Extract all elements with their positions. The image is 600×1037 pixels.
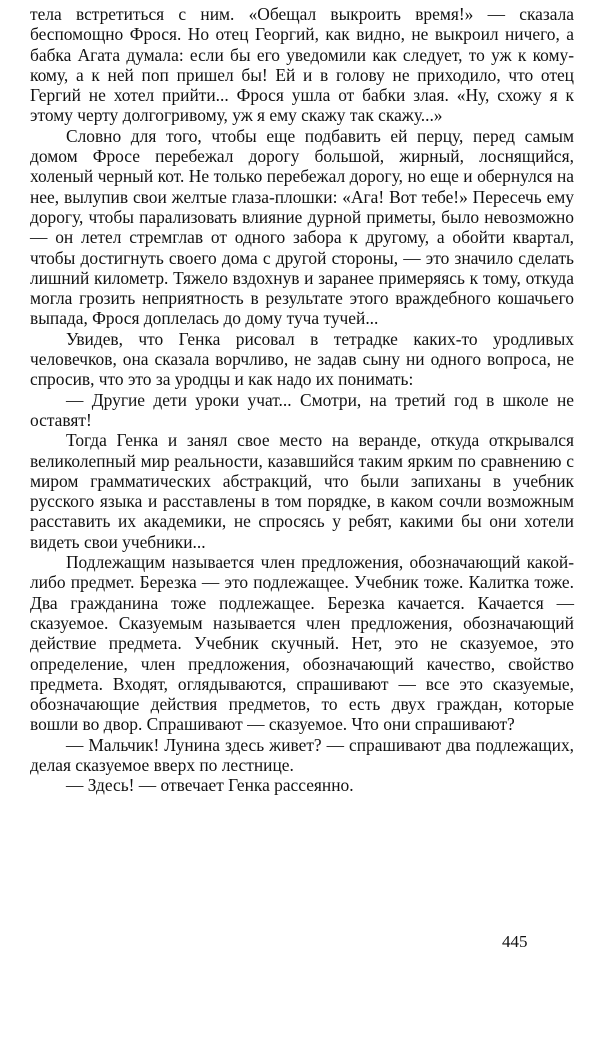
paragraph-4: — Другие дети уроки учат... Смотри, на третий год в школе не оставят! bbox=[30, 389, 574, 430]
page-text bbox=[30, 4, 574, 796]
paragraph-5: Тогда Генка и занял свое место на веранде, откуда открывался великолепный мир реальности, казавшийся таким ярким по сравнению с миром грамматических абстракций, что были запиханы в учебник русского языка и расставлены в том порядке, в каком сочли возможным расставить их академики, не спросясь у ребят, какими бы они хотели видеть свои учебники... bbox=[30, 430, 574, 552]
paragraph-6: Подлежащим называется член предложения, обозначающий какой-либо предмет. Березка — это подлежащее. Учебник тоже. Калитка тоже. Два гражданина тоже подлежащее. Березка качается. Качается — сказуемое. Сказуемым называется член предложения, обозначающий действие предмета. Учебник скучный. Нет, это не сказуемое, это определение, член предложения, обозначающий качество, свойство предмета. Входят, оглядываются, спрашивают — все это сказуемые, обозначающие действия предметов, то есть двух граждан, которые вошли во двор. Спрашивают — сказуемое. Что они спрашивают? bbox=[30, 552, 574, 735]
paragraph-1: тела встретиться с ним. «Обещал выкроить время!» — сказала беспомощно Фрося. Но отец Георгий, как видно, не выкроил ничего, а бабка Агата думала: если бы его уведомили как следует, то уж к кому-кому, а к ней поп пришел бы! Ей и в голову не приходило, что отец Гергий не хотел прийти... Фрося ушла от бабки злая. «Ну, схожу я к этому черту долгогривому, уж я ему скажу так скажу...» bbox=[30, 4, 574, 126]
paragraph-8: — Здесь! — отвечает Генка рассеянно. bbox=[66, 775, 354, 796]
page-number: 445 bbox=[502, 932, 528, 951]
paragraph-2: Словно для того, чтобы еще подбавить ей перцу, перед самым домом Фросе перебежал дорогу большой, жирный, лоснящийся, холеный черный кот. Не только перебежал дорогу, но еще и обернулся на нее, вылупив свои желтые глаза-плошки: «Ага! Вот тебе!» Пересечь ему дорогу, чтобы парализовать влияние дурной приметы, было невозможно — он летел стремглав от одного забора к другому, а обойти квартал, чтобы достигнуть своего дома с другой стороны, — это значило сделать лишний километр. Тяжело вздохнув и заранее примеряясь к тому, откуда могла грозить неприятность в результате этого враждебного кошачьего выпада, Фрося доплелась до дому туча тучей... bbox=[30, 125, 574, 329]
paragraph-7: — Мальчик! Лунина здесь живет? — спрашивают два подлежащих, делая сказуемое вверх по лестнице. bbox=[30, 734, 574, 775]
paragraph-3: Увидев, что Генка рисовал в тетрадке каких-то уродливых человечков, она сказала ворчливо, не задав сыну ни одного вопроса, не спросив, что это за уродцы и как надо их понимать: bbox=[30, 328, 574, 390]
